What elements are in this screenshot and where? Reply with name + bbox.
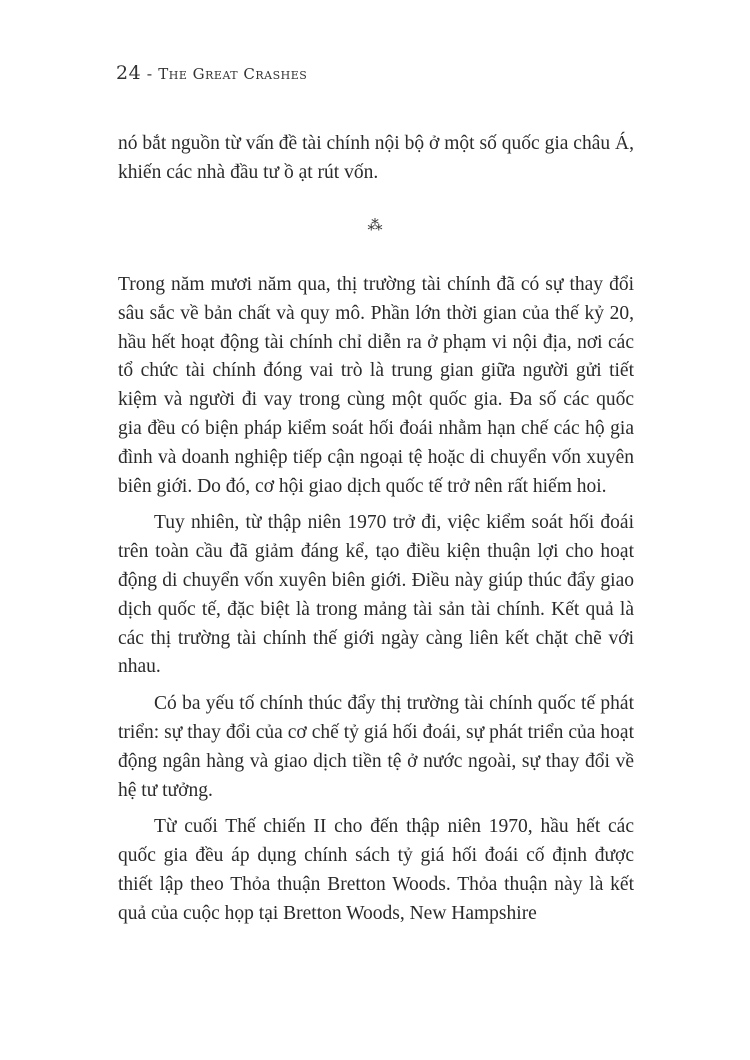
- page-number: 24: [116, 62, 142, 84]
- running-header: [116, 62, 307, 84]
- paragraph-1: Trong năm mươi năm qua, thị trường tài chính đã có sự thay đổi sâu sắc về bản chất và quy mô. Phần lớn thời gian của thế kỷ 20, hầu hết hoạt động tài chính chỉ diễn ra ở phạm vi nội địa, nơi các tổ chức tài chính đóng vai trò là trung gian giữa người gửi tiết kiệm và người đi vay trong cùng một quốc gia. Đa số các quốc gia đều có biện pháp kiểm soát hối đoái nhằm hạn chế các hộ gia đình và doanh nghiệp tiếp cận ngoại tệ hoặc di chuyển vốn xuyên biên giới. Do đó, cơ hội giao dịch quốc tế trở nên rất hiếm hoi.: [118, 274, 634, 497]
- paragraph-3: Có ba yếu tố chính thúc đẩy thị trường tài chính quốc tế phát triển: sự thay đổi của cơ chế tỷ giá hối đoái, sự phát triển của hoạt động ngân hàng và giao dịch tiền tệ ở nước ngoài, sự thay đổi về hệ tư tưởng.: [118, 693, 634, 801]
- book-title: The Great Crashes: [158, 65, 308, 83]
- paragraph-4: Từ cuối Thế chiến II cho đến thập niên 1970, hầu hết các quốc gia đều áp dụng chính sách tỷ giá hối đoái cố định được thiết lập theo Thỏa thuận Bretton Woods. Thỏa thuận này là kết quả của cuộc họp tại Bretton Woods, New Hampshire: [118, 816, 634, 924]
- continuation-paragraph: nó bắt nguồn từ vấn đề tài chính nội bộ ở một số quốc gia châu Á, khiến các nhà đầu tư ồ ạt rút vốn.: [118, 133, 634, 183]
- header-separator: -: [141, 64, 159, 83]
- main-text-block: [118, 271, 634, 937]
- continuation-block: [118, 130, 634, 188]
- paragraph-2: Tuy nhiên, từ thập niên 1970 trở đi, việc kiểm soát hối đoái trên toàn cầu đã giảm đáng kể, tạo điều kiện thuận lợi cho hoạt động di chuyển vốn xuyên biên giới. Điều này giúp thúc đẩy giao dịch quốc tế, đặc biệt là trong mảng tài sản tài chính. Kết quả là các thị trường tài chính thế giới ngày càng liên kết chặt chẽ với nhau.: [118, 512, 634, 678]
- section-break: ⁂: [367, 216, 383, 234]
